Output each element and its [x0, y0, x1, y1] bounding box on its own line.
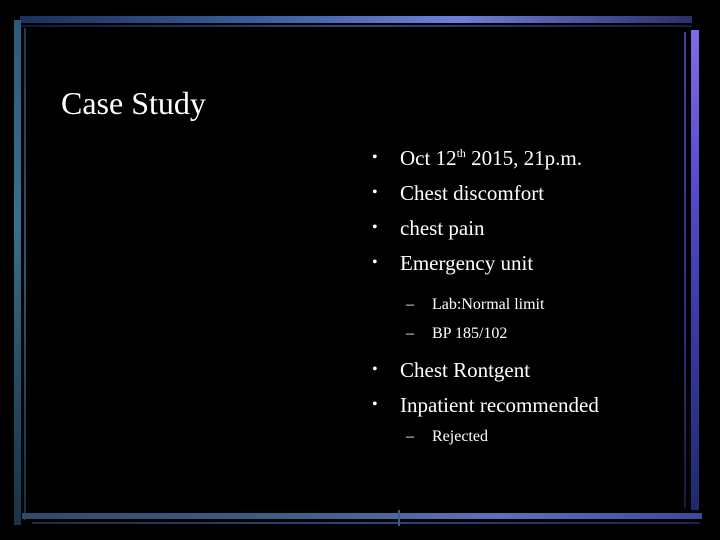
bullet-marker: • — [372, 254, 378, 271]
ordinal-superscript: th — [456, 146, 466, 160]
decorative-left-bar — [14, 20, 21, 525]
bullet-text: Chest discomfort — [400, 181, 545, 205]
decorative-bottom-bar — [22, 513, 702, 519]
bullet-marker: • — [372, 149, 378, 166]
bullet-marker: • — [372, 361, 378, 378]
bullet-marker: • — [372, 184, 378, 201]
bullet-text: chest pain — [400, 216, 485, 240]
bullet-item — [366, 391, 686, 426]
sub-bullet-text: Lab:Normal limit — [432, 296, 545, 313]
bullet-item-date — [366, 144, 686, 179]
bullet-item — [366, 214, 686, 249]
sub-bullet-item — [366, 294, 686, 323]
decorative-top-bar — [20, 16, 692, 23]
dash-marker: – — [406, 296, 414, 313]
decorative-bottom-thin-bar — [32, 522, 700, 524]
decorative-left-thin-bar — [24, 28, 26, 520]
bullet-item — [366, 356, 686, 391]
bullet-text: Chest Rontgent — [400, 358, 531, 382]
bullet-list — [366, 144, 686, 455]
sub-bullet-item — [366, 426, 686, 455]
bullet-marker: • — [372, 396, 378, 413]
sub-bullet-text: Rejected — [432, 428, 488, 445]
sub-bullet-item — [366, 323, 686, 352]
bullet-text: Inpatient recommended — [400, 393, 599, 417]
decorative-bottom-tick — [398, 510, 400, 526]
bullet-item — [366, 249, 686, 284]
dash-marker: – — [406, 325, 414, 342]
sub-bullet-text: BP 185/102 — [432, 325, 508, 342]
bullet-text: Emergency unit — [400, 251, 534, 275]
bullet-marker: • — [372, 219, 378, 236]
decorative-top-thin-bar — [20, 25, 692, 27]
slide-title: Case Study — [61, 85, 206, 121]
bullet-text: Oct 12th 2015, 21p.m. — [400, 146, 583, 170]
bullet-item — [366, 179, 686, 214]
dash-marker: – — [406, 428, 414, 445]
decorative-right-bar — [691, 30, 699, 510]
